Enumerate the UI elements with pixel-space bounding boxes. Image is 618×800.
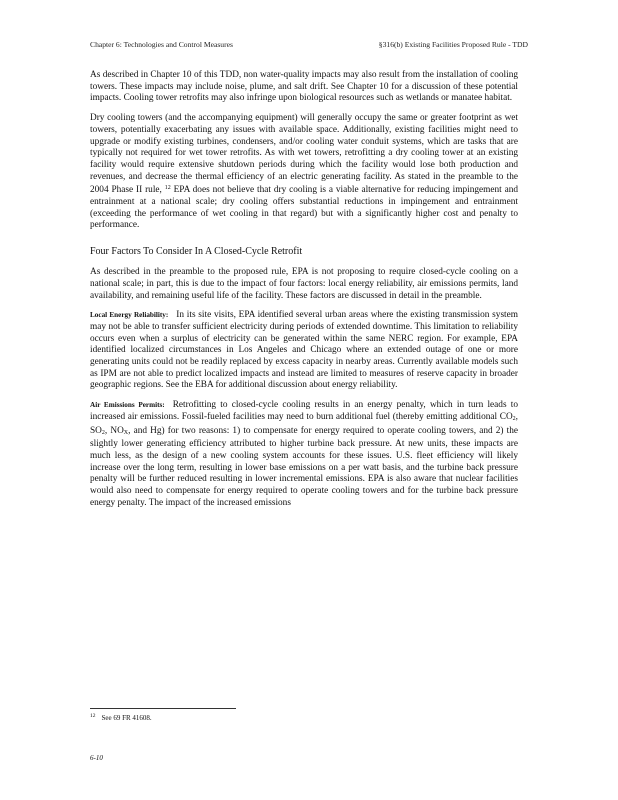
- footnote-number: 12: [90, 713, 96, 719]
- paragraph-four-factors: As described in the preamble to the proposed rule, EPA is not proposing to require closed-cycle cooling on a national scale; in part, this is due to the impact of four factors: local energy reliability, air emissions permits, land availability, and remaining useful life of the facility. These factors are discussed in detail in the preamble.: [90, 267, 518, 301]
- air-emissions-text-c: , NO: [104, 425, 124, 436]
- footnote-reference: 12: [164, 185, 171, 192]
- paragraph-energy-reliability-text: In its site visits, EPA identified several urban areas where the existing transmission system may not be able to transfer sufficient electricity during periods of extended downtime. This limitation to reliability occurs even when a surplus of electricity can be generated within the same NERC region. For example, EPA identified localized circumstances in Los Angeles and Chicago where an extended outage of one or more generating units could not be readily replaced by excess capacity in nearby areas. Currently available models such as IPM are not able to predict localized impacts and instead are limited to measures of reserve capacity in broader geographic regions. See the EBA for additional discussion about energy reliability.: [90, 310, 518, 391]
- paragraph-dry-cooling: [90, 113, 518, 232]
- footnote-divider: [90, 708, 236, 709]
- paragraph-energy-reliability: [90, 310, 518, 392]
- document-body: [90, 70, 518, 518]
- section-heading: Four Factors To Consider In A Closed-Cycle Retrofit: [90, 246, 303, 258]
- subscript-nox: X: [123, 429, 129, 436]
- paragraph-dry-cooling-text-2: EPA does not believe that dry cooling is a viable alternative for reducing impingement and entrainment at a national scale; dry cooling offers substantial reductions in impingement and entrainment (exceeding the performance of wet cooling in that regard) but with a significantly higher cost and penalty to performance.: [90, 185, 519, 231]
- subscript-so2: 2: [101, 429, 105, 436]
- paragraph-dry-cooling-text-1: Dry cooling towers (and the accompanying equipment) will generally occupy the same or greater footprint as wet towers, potentially exacerbating any issues with available space. Additionally, existing facilities might need to upgrade or modify existing turbines, condensers, and/or cooling water conduit systems, which are tasks that are typically not required for wet tower retrofits. As with wet towers, retrofitting a dry cooling tower at an existing facility would require extensive shutdown periods during which the facility would lose both production and revenues, and decrease the thermal efficiency of an electric generating facility. As stated in the preamble to the 2004 Phase II rule,: [90, 113, 518, 196]
- header-chapter-title: Chapter 6: Technologies and Control Measures: [90, 40, 233, 49]
- subscript-co2: 2: [512, 415, 516, 422]
- footnote-text: See 69 FR 41608.: [101, 714, 152, 722]
- paragraph-air-emissions: [90, 400, 518, 509]
- runin-heading-air-emissions: Air Emissions Permits:: [90, 401, 165, 410]
- air-emissions-text-b: , SO: [90, 411, 518, 436]
- page-number: 6-10: [90, 754, 103, 762]
- footnote: [90, 713, 152, 722]
- air-emissions-text-a: Retrofitting to closed-cycle cooling results in an energy penalty, which in turn leads to increased air emissions. Fossil-fueled facilities may need to burn additional fuel (thereby emitting additional CO: [90, 400, 518, 422]
- air-emissions-text-d: , and Hg) for two reasons: 1) to compensate for energy required to operate cooling towers, and 2) the slightly lower generating efficiency attributed to higher turbine back pressure. At new units, these impacts are much less, as the design of a new cooling system accounts for these issues. U.S. fleet efficiency will likely increase over the long term, resulting in lower base emissions on a per watt basis, and the turbine back pressure penalty will be further reduced resulting in lower incremental emissions. EPA is also aware that nuclear facilities would also need to compensate for energy required to operate cooling towers and for the turbine back pressure energy penalty. The impact of the increased emissions: [90, 425, 519, 508]
- paragraph-non-water-quality: As described in Chapter 10 of this TDD, non water-quality impacts may also result from the installation of cooling towers. These impacts may include noise, plume, and salt drift. See Chapter 10 for a discussion of these potential impacts. Cooling tower retrofits may also infringe upon biological resources such as wetlands or manatee habitat.: [90, 70, 518, 104]
- runin-heading-energy-reliability: Local Energy Reliability:: [90, 311, 169, 320]
- header-document-title: §316(b) Existing Facilities Proposed Rule - TDD: [378, 40, 528, 49]
